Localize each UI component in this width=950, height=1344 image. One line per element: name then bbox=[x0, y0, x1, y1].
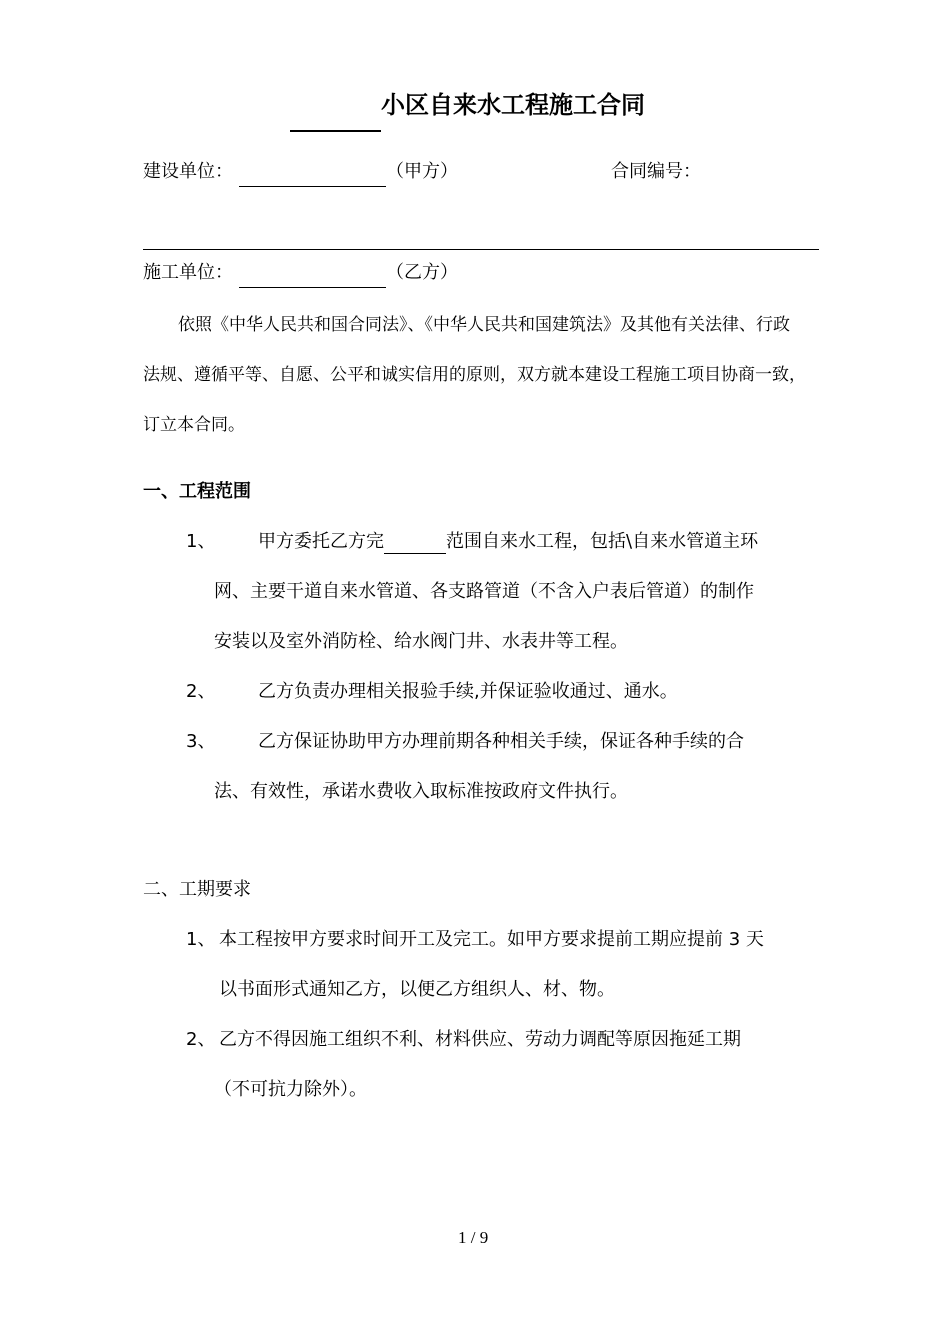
item-text: 安装以及室外消防栓、给水阀门井、水表井等工程。 bbox=[214, 631, 628, 652]
item-text: 乙方负责办理相关报验手续,并保证验收通过、通水。 bbox=[258, 681, 678, 702]
item-text: 以书面形式通知乙方，以便乙方组织人、材、物。 bbox=[219, 979, 615, 1000]
preamble-line: 依照《中华人民共和国合同法》、《中华人民共和国建筑法》及其他有关法律、行政 bbox=[178, 315, 790, 335]
contractor-name-blank bbox=[239, 287, 386, 288]
item-number: 1、 bbox=[186, 929, 216, 950]
item-text-part: 范围自来水工程，包括\自来水管道主环 bbox=[446, 531, 759, 552]
item-number: 3、 bbox=[186, 731, 216, 752]
item-number: 1、 bbox=[186, 531, 216, 552]
preamble-line: 订立本合同。 bbox=[143, 415, 245, 435]
item-text: （不可抗力除外）。 bbox=[214, 1079, 367, 1100]
section-heading: 二、工期要求 bbox=[143, 879, 251, 900]
builder-label: 建设单位： bbox=[143, 161, 233, 182]
item-number: 2、 bbox=[186, 1029, 216, 1050]
contract-number-line bbox=[143, 249, 819, 250]
party-a-label: （甲方） bbox=[386, 161, 458, 182]
preamble-line: 法规、遵循平等、自愿、公平和诚实信用的原则，双方就本建设工程施工项目协商一致， bbox=[143, 365, 806, 385]
contractor-label: 施工单位： bbox=[143, 262, 233, 283]
contract-number-label: 合同编号： bbox=[611, 161, 701, 182]
item-text: 法、有效性，承诺水费收入取标准按政府文件执行。 bbox=[214, 781, 628, 802]
item-text: 网、主要干道自来水管道、各支路管道（不含入户表后管道）的制作 bbox=[214, 581, 754, 602]
item-number: 2、 bbox=[186, 681, 216, 702]
item-text: 乙方保证协助甲方办理前期各种相关手续，保证各种手续的合 bbox=[258, 731, 744, 752]
scope-blank bbox=[384, 531, 446, 554]
item-text-part: 甲方委托乙方完 bbox=[258, 531, 384, 552]
item-text: 乙方不得因施工组织不利、材料供应、劳动力调配等原因拖延工期 bbox=[219, 1029, 741, 1050]
document-title: 小区自来水工程施工合同 bbox=[381, 91, 645, 119]
builder-name-blank bbox=[239, 186, 386, 187]
section-heading: 一、工程范围 bbox=[143, 481, 251, 502]
page-number: 1 / 9 bbox=[458, 1228, 489, 1247]
title-blank-underline bbox=[290, 130, 381, 132]
item-text bbox=[258, 530, 758, 554]
party-b-label: （乙方） bbox=[386, 262, 458, 283]
item-text: 本工程按甲方要求时间开工及完工。如甲方要求提前工期应提前 3 天 bbox=[219, 929, 764, 950]
